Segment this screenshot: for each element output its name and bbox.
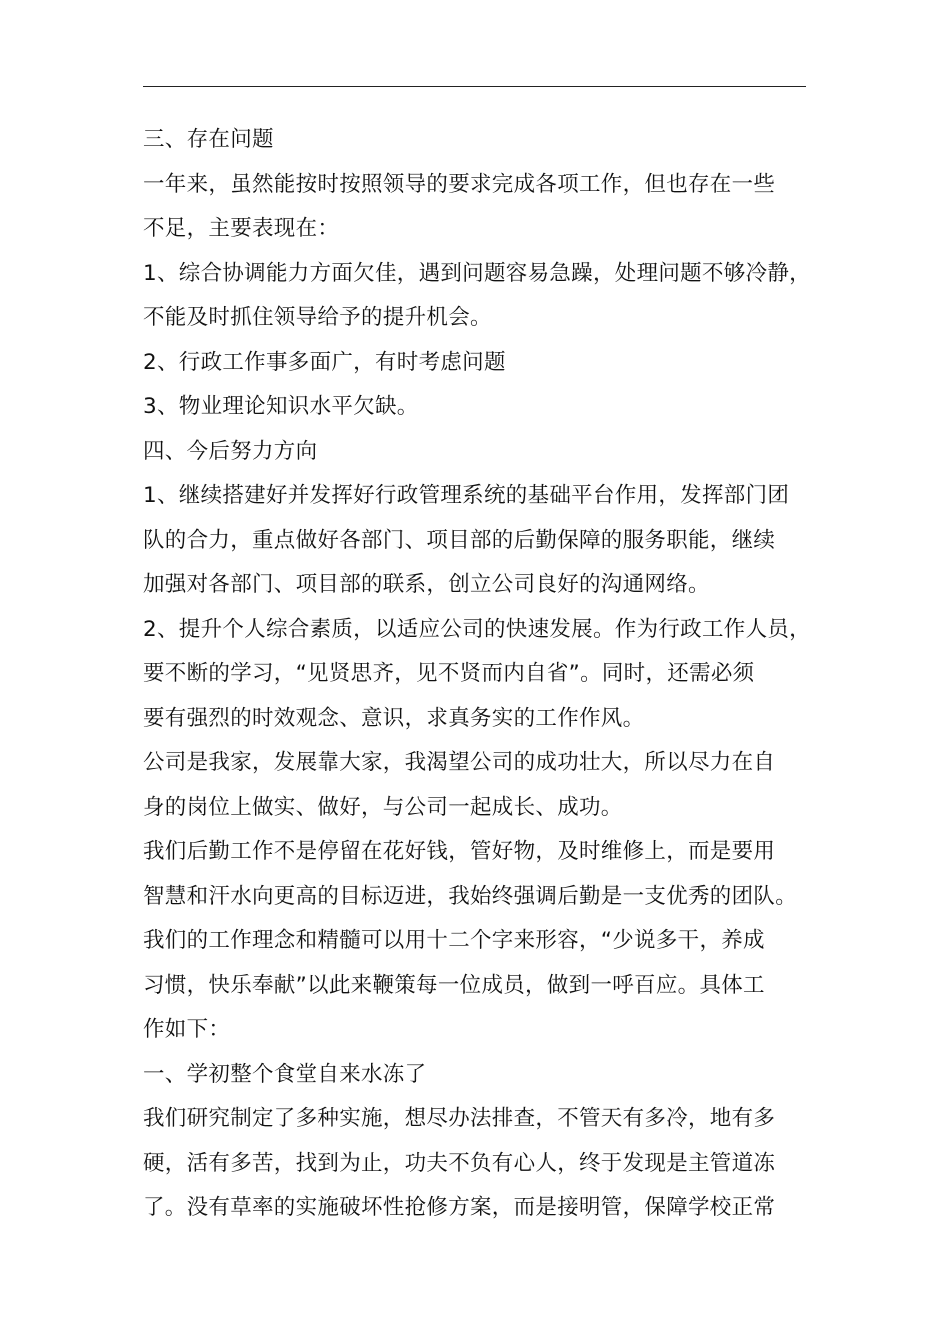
text-line: 不能及时抓住领导给予的提升机会。 [143,305,492,330]
text-line: 作如下： [143,1017,231,1042]
text-line: 加强对各部门、项目部的联系，创立公司良好的沟通网络。 [143,572,710,597]
text-line: 不足，主要表现在： [143,216,340,241]
text-line: 身的岗位上做实、做好，与公司一起成长、成功。 [143,794,623,820]
text-line: 1、综合协调能力方面欠佳，遇到问题容易急躁，处理问题不够冷静， [143,260,811,286]
text-line: 要有强烈的时效观念、意识，求真务实的工作作风。 [143,705,645,731]
text-line: 1、继续搭建好并发挥好行政管理系统的基础平台作用，发挥部门团 [143,483,790,508]
document-body [143,118,815,1231]
text-line: 我们后勤工作不是停留在花好钱，管好物，及时维修上，而是要用 [143,839,776,864]
text-line: 3、物业理论知识水平欠缺。 [143,394,419,419]
text-line: 我们的工作理念和精髓可以用十二个字来形容，“少说多干，养成 [143,928,765,953]
heading-future-direction: 四、今后努力方向 [143,438,318,464]
text-line: 智慧和汗水向更高的目标迈进，我始终强调后勤是一支优秀的团队。 [143,883,798,909]
text-line: 习惯，快乐奉献”以此来鞭策每一位成员，做到一呼百应。具体工 [143,972,765,998]
text-line: 2、行政工作事多面广，有时考虑问题 [143,349,506,375]
text-line: 公司是我家，发展靠大家，我渴望公司的成功壮大，所以尽力在自 [143,750,776,775]
text-line: 2、提升个人综合素质，以适应公司的快速发展。作为行政工作人员， [143,616,811,642]
header-rule [143,86,806,87]
heading-water-frozen: 一、学初整个食堂自来水冻了 [143,1061,427,1087]
text-line: 硬，活有多苦，找到为止，功夫不负有心人，终于发现是主管道冻 [143,1150,776,1176]
text-line: 队的合力，重点做好各部门、项目部的后勤保障的服务职能，继续 [143,527,776,553]
heading-problems: 三、存在问题 [143,127,274,152]
text-line: 一年来，虽然能按时按照领导的要求完成各项工作，但也存在一些 [143,171,776,197]
text-line: 我们研究制定了多种实施，想尽办法排查，不管天有多冷，地有多 [143,1106,776,1131]
text-line: 要不断的学习，“见贤思齐，见不贤而内自省”。同时，还需必须 [143,661,755,686]
text-line: 了。没有草率的实施破坏性抢修方案，而是接明管，保障学校正常 [143,1195,776,1220]
